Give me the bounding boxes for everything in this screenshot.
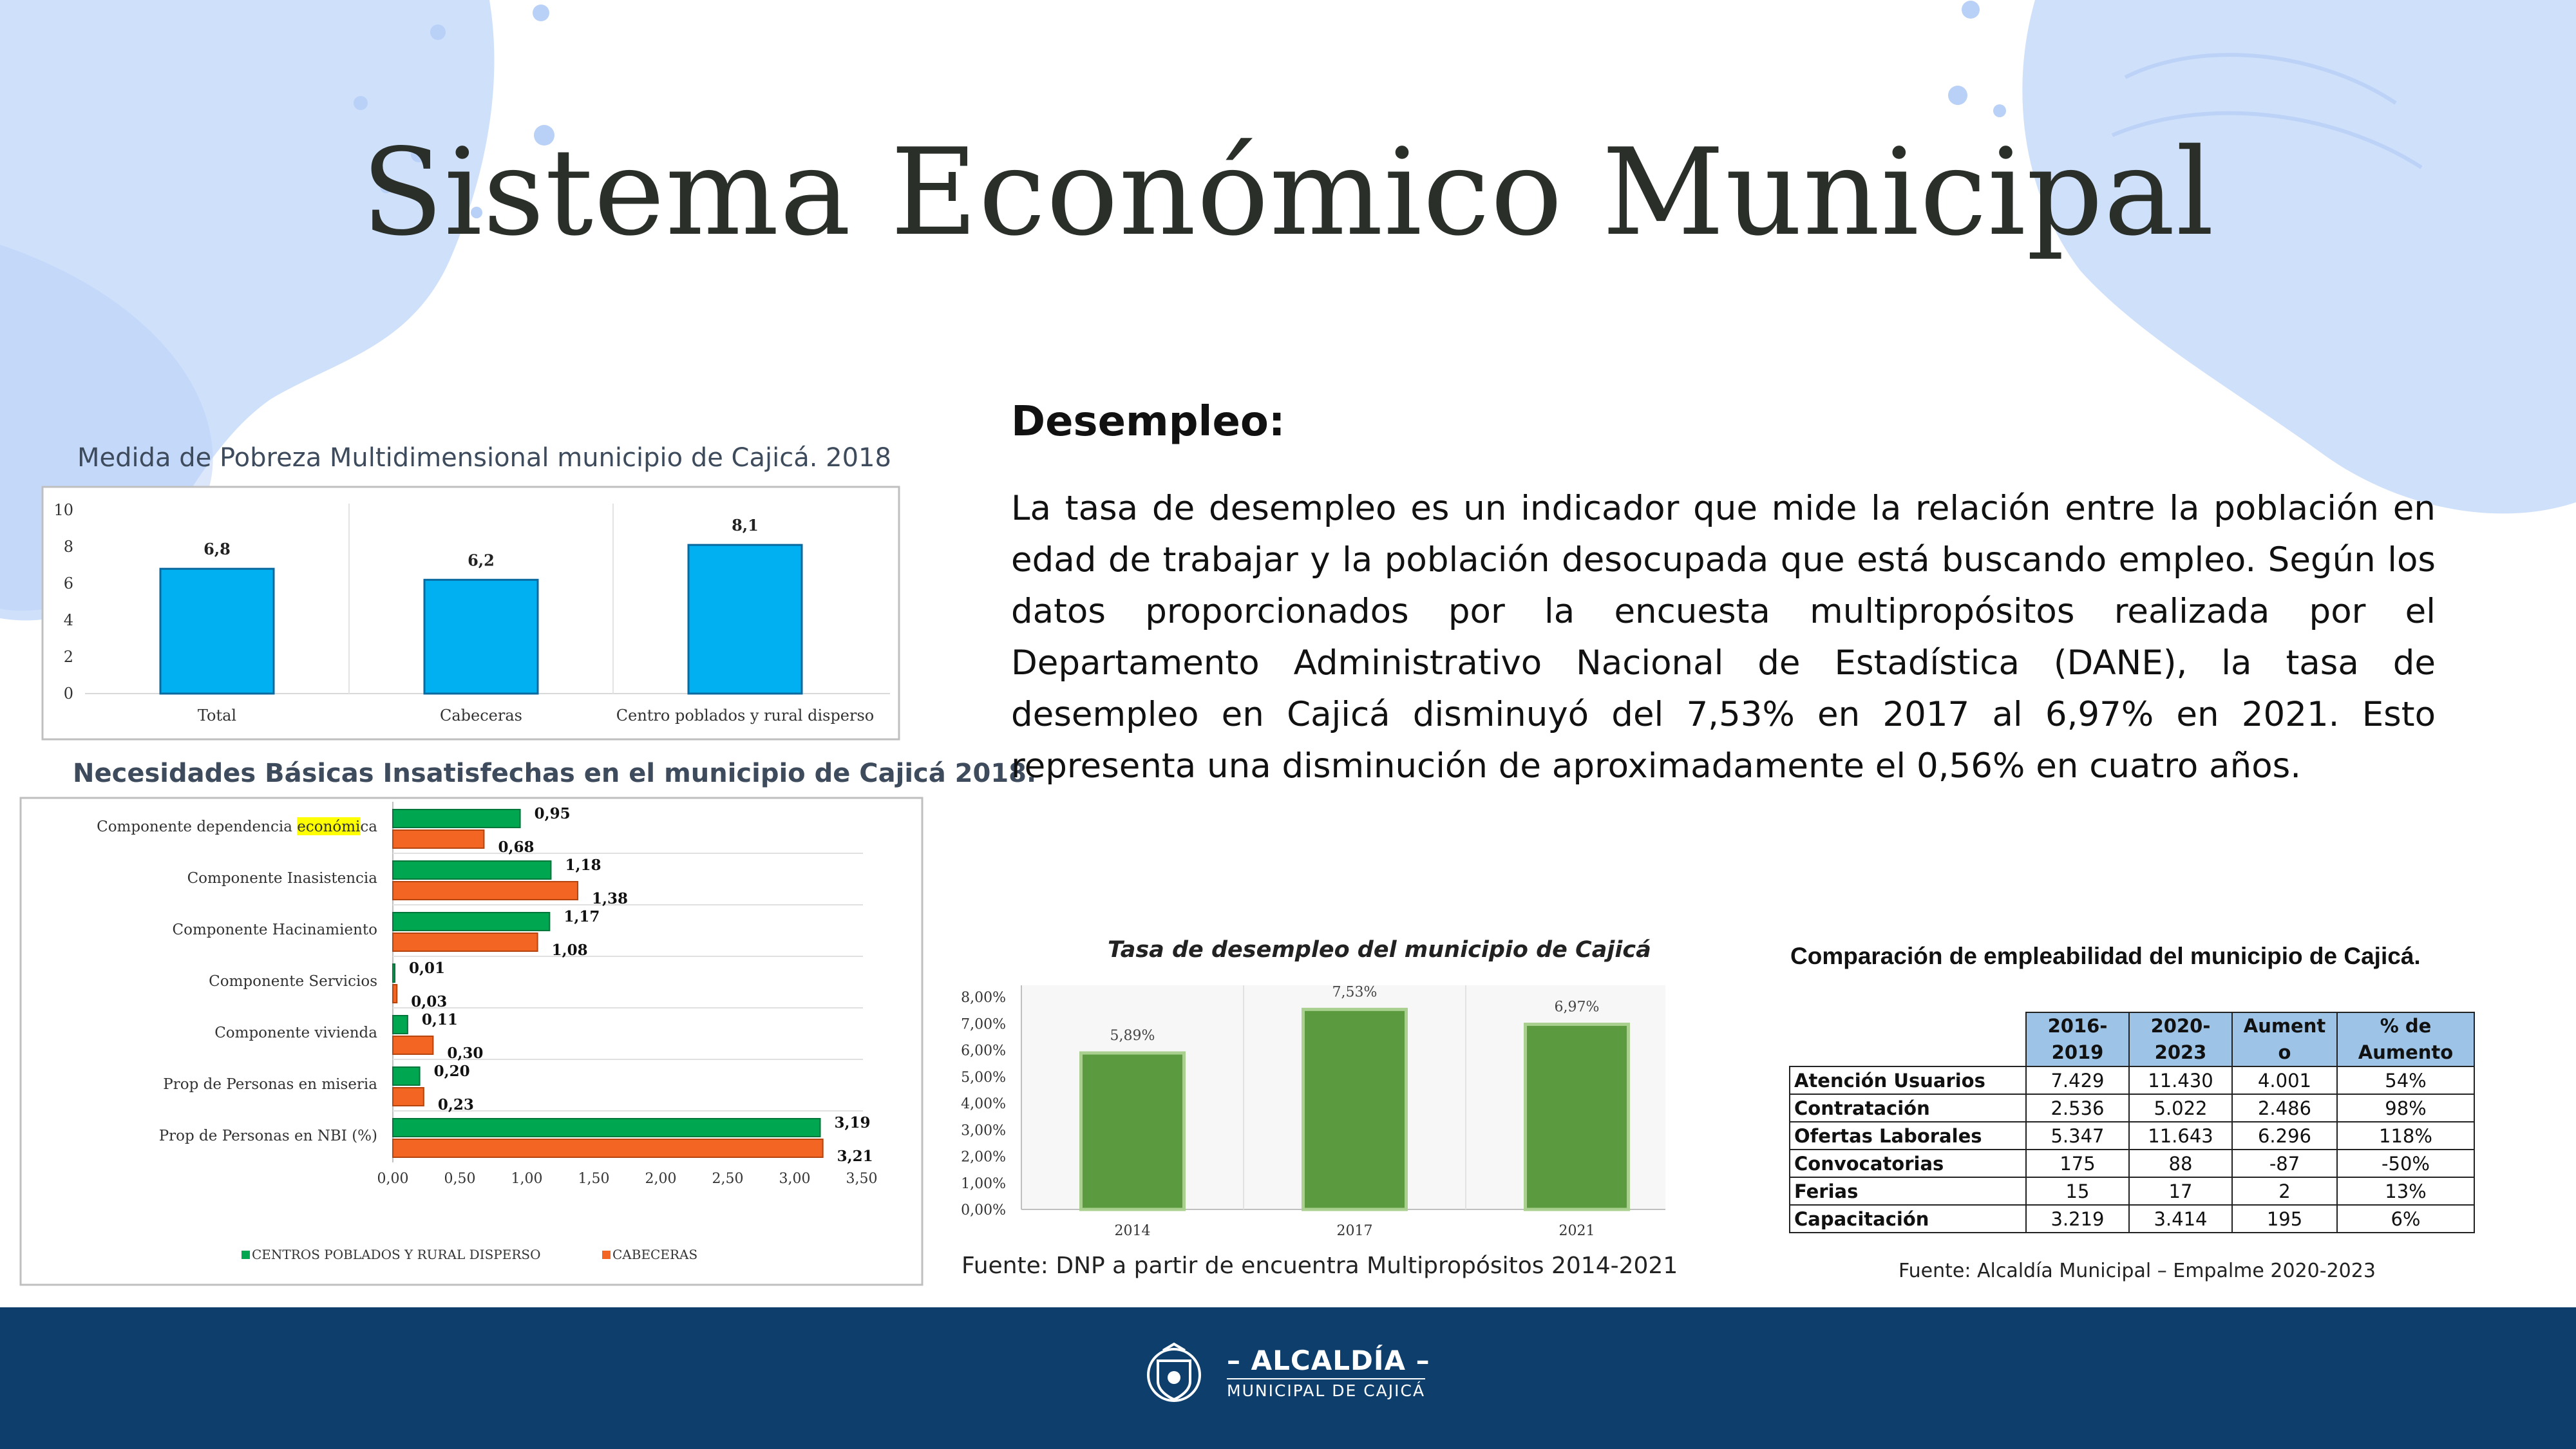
table-cell: 6% bbox=[2337, 1205, 2474, 1233]
bar-value-label: 7,53% bbox=[1332, 984, 1378, 1001]
bar bbox=[393, 861, 551, 879]
table-cell: 175 bbox=[2026, 1150, 2129, 1177]
x-tick-label: 2,50 bbox=[712, 1171, 744, 1187]
table-cell: 17 bbox=[2129, 1177, 2232, 1205]
table-cell: 2 bbox=[2232, 1177, 2337, 1205]
table-row-header: Ferias bbox=[1790, 1177, 2026, 1205]
table-row-header: Convocatorias bbox=[1790, 1150, 2026, 1177]
table-cell: 7.429 bbox=[2026, 1066, 2129, 1094]
bar bbox=[393, 882, 578, 900]
table-header-row bbox=[1790, 1012, 2474, 1066]
table-row-header: Ofertas Laborales bbox=[1790, 1122, 2026, 1150]
bar bbox=[1081, 1053, 1184, 1209]
legend-swatch bbox=[602, 1251, 611, 1259]
table-header-2016-2019: 2016- 2019 bbox=[2026, 1012, 2129, 1066]
y-tick-label: 7,00% bbox=[961, 1016, 1006, 1033]
table-cell: 11.430 bbox=[2129, 1066, 2232, 1094]
category-label: Prop de Personas en NBI (%) bbox=[158, 1128, 377, 1144]
category-label: Componente dependencia económica bbox=[97, 819, 377, 835]
table-cell: 15 bbox=[2026, 1177, 2129, 1205]
y-tick-label: 4 bbox=[63, 611, 73, 629]
footer-brand-text: – ALCALDÍA – bbox=[1227, 1345, 1430, 1376]
bar bbox=[393, 933, 538, 951]
unemployment-chart bbox=[960, 972, 1681, 1243]
table-cell: 5.347 bbox=[2026, 1122, 2129, 1150]
table-cell: 118% bbox=[2337, 1122, 2474, 1150]
bar-value-label: 1,08 bbox=[551, 942, 588, 959]
unemployment-chart-title: Tasa de desempleo del municipio de Cajicá bbox=[1108, 937, 1651, 963]
x-tick-label: 3,50 bbox=[846, 1171, 878, 1187]
desempleo-paragraph: La tasa de desempleo es un indicador que mide la relación entre la población en edad de trabajar y la población desocupada que está buscando empleo. Según los datos proporcionados por la encuesta multipropósitos realizada por el Departamento Administrativo Nacional de Estadística (DANE), la tasa de desempleo en Cajicá disminuyó del 7,53% en 2017 al 6,97% en 2021. Esto representa una disminución de aproximadamente el 0,56% en cuatro años. bbox=[1011, 489, 2436, 786]
legend-swatch bbox=[242, 1251, 250, 1259]
category-label: 2014 bbox=[1114, 1223, 1151, 1239]
table-row bbox=[1790, 1122, 2474, 1150]
table-cell: 195 bbox=[2232, 1205, 2337, 1233]
bar-value-label: 6,8 bbox=[204, 540, 231, 559]
bar bbox=[424, 580, 538, 694]
table-header-2020-2023: 2020- 2023 bbox=[2129, 1012, 2232, 1066]
category-label: Componente Inasistencia bbox=[187, 870, 377, 887]
nbi-chart-legend bbox=[242, 1247, 697, 1262]
bar bbox=[1526, 1024, 1629, 1209]
table-cell: 13% bbox=[2337, 1177, 2474, 1205]
table-cell: 54% bbox=[2337, 1066, 2474, 1094]
table-header-aumento: Aument o bbox=[2232, 1012, 2337, 1066]
table-header-percent: % de Aumento bbox=[2337, 1012, 2474, 1066]
category-label: Total bbox=[197, 706, 237, 724]
bar bbox=[393, 964, 395, 982]
bar-value-label: 5,89% bbox=[1110, 1028, 1155, 1045]
bar-value-label: 0,95 bbox=[534, 805, 571, 822]
unemployment-chart-source: Fuente: DNP a partir de encuentra Multipropósitos 2014-2021 bbox=[961, 1253, 1678, 1279]
table-cell: 2.486 bbox=[2232, 1094, 2337, 1122]
y-tick-label: 6,00% bbox=[961, 1043, 1006, 1059]
table-row bbox=[1790, 1177, 2474, 1205]
table-row bbox=[1790, 1066, 2474, 1094]
table-cell: 3.414 bbox=[2129, 1205, 2232, 1233]
y-tick-label: 10 bbox=[53, 501, 73, 519]
category-label: Centro poblados y rural disperso bbox=[616, 706, 875, 724]
bar bbox=[393, 913, 549, 931]
bar-value-label: 0,03 bbox=[411, 993, 448, 1010]
x-tick-label: 2,00 bbox=[645, 1171, 677, 1187]
bar bbox=[393, 1139, 823, 1157]
bar-value-label: 0,20 bbox=[433, 1063, 470, 1080]
legend-label: CENTROS POBLADOS Y RURAL DISPERSO bbox=[252, 1247, 541, 1262]
y-tick-label: 0 bbox=[63, 685, 73, 703]
table-row-header: Contratación bbox=[1790, 1094, 2026, 1122]
category-label: Prop de Personas en miseria bbox=[163, 1076, 377, 1093]
bar bbox=[688, 545, 802, 694]
bar bbox=[1303, 1009, 1406, 1209]
bar bbox=[393, 1016, 408, 1034]
category-label: Componente vivienda bbox=[214, 1025, 377, 1041]
table-cell: -50% bbox=[2337, 1150, 2474, 1177]
category-label: Cabeceras bbox=[440, 706, 522, 724]
table-cell: -87 bbox=[2232, 1150, 2337, 1177]
table-cell: 3.219 bbox=[2026, 1205, 2129, 1233]
bar-value-label: 0,01 bbox=[409, 960, 446, 977]
table-cell: 4.001 bbox=[2232, 1066, 2337, 1094]
bar bbox=[393, 830, 484, 848]
y-tick-label: 4,00% bbox=[961, 1096, 1006, 1112]
bar-value-label: 0,11 bbox=[421, 1011, 458, 1028]
bar-value-label: 3,19 bbox=[834, 1114, 871, 1132]
y-tick-label: 6 bbox=[63, 574, 73, 592]
table-cell: 98% bbox=[2337, 1094, 2474, 1122]
nbi-chart bbox=[19, 797, 923, 1286]
poverty-chart-title: Medida de Pobreza Multidimensional municipio de Cajicá. 2018 bbox=[77, 443, 891, 473]
coat-of-arms-icon bbox=[1139, 1341, 1209, 1408]
bar-value-label: 0,23 bbox=[437, 1096, 474, 1113]
bar-value-label: 1,38 bbox=[592, 890, 629, 907]
table-cell: 5.022 bbox=[2129, 1094, 2232, 1122]
x-tick-label: 1,00 bbox=[511, 1171, 543, 1187]
employability-table bbox=[1789, 1012, 2475, 1233]
bar bbox=[393, 810, 520, 828]
employability-table-title: Comparación de empleabilidad del municipio de Cajicá. bbox=[1790, 943, 2421, 969]
legend-label: CABECERAS bbox=[612, 1247, 698, 1262]
bar bbox=[393, 1088, 424, 1106]
nbi-chart-title: Necesidades Básicas Insatisfechas en el municipio de Cajicá 2018. bbox=[73, 759, 1037, 788]
category-label: 2021 bbox=[1558, 1223, 1595, 1239]
table-row bbox=[1790, 1205, 2474, 1233]
bar-value-label: 8,1 bbox=[732, 516, 759, 535]
bar-value-label: 0,30 bbox=[447, 1045, 484, 1062]
bar bbox=[393, 1067, 420, 1085]
poverty-chart bbox=[40, 484, 903, 743]
page-title: Sistema Económico Municipal bbox=[361, 122, 2215, 262]
bar-value-label: 1,17 bbox=[564, 908, 600, 925]
employability-table-source: Fuente: Alcaldía Municipal – Empalme 2020-2023 bbox=[1899, 1260, 2376, 1282]
bar bbox=[160, 569, 274, 694]
y-tick-label: 8 bbox=[63, 538, 73, 556]
bar bbox=[393, 1119, 820, 1137]
y-tick-label: 0,00% bbox=[961, 1202, 1006, 1218]
highlighted-word: económi bbox=[297, 819, 361, 835]
bar-value-label: 0,68 bbox=[498, 838, 535, 856]
y-tick-label: 2 bbox=[63, 648, 73, 666]
footer-brand-subtitle: MUNICIPAL DE CAJICÁ bbox=[1227, 1378, 1425, 1400]
y-tick-label: 2,00% bbox=[961, 1149, 1006, 1166]
category-label: 2017 bbox=[1336, 1223, 1373, 1239]
bar bbox=[393, 1036, 433, 1054]
bar-value-label: 1,18 bbox=[565, 857, 601, 874]
table-cell: 88 bbox=[2129, 1150, 2232, 1177]
table-cell: 11.643 bbox=[2129, 1122, 2232, 1150]
x-tick-label: 3,00 bbox=[779, 1171, 811, 1187]
table-cell: 2.536 bbox=[2026, 1094, 2129, 1122]
category-label: Componente Hacinamiento bbox=[172, 922, 377, 938]
y-tick-label: 5,00% bbox=[961, 1069, 1006, 1086]
bar bbox=[393, 985, 397, 1003]
y-tick-label: 8,00% bbox=[961, 990, 1006, 1006]
bar-value-label: 6,97% bbox=[1554, 999, 1600, 1016]
category-label: Componente Servicios bbox=[209, 973, 377, 990]
table-corner-cell bbox=[1790, 1012, 2026, 1066]
x-tick-label: 1,50 bbox=[578, 1171, 610, 1187]
bar-value-label: 3,21 bbox=[837, 1148, 873, 1165]
table-row-header: Capacitación bbox=[1790, 1205, 2026, 1233]
table-cell: 6.296 bbox=[2232, 1122, 2337, 1150]
table-row bbox=[1790, 1094, 2474, 1122]
x-tick-label: 0,50 bbox=[444, 1171, 476, 1187]
desempleo-heading: Desempleo: bbox=[1011, 398, 1285, 446]
table-row-header: Atención Usuarios bbox=[1790, 1066, 2026, 1094]
y-tick-label: 3,00% bbox=[961, 1122, 1006, 1139]
bar-value-label: 6,2 bbox=[468, 551, 495, 570]
y-tick-label: 1,00% bbox=[961, 1175, 1006, 1192]
table-row bbox=[1790, 1150, 2474, 1177]
x-tick-label: 0,00 bbox=[377, 1171, 409, 1187]
